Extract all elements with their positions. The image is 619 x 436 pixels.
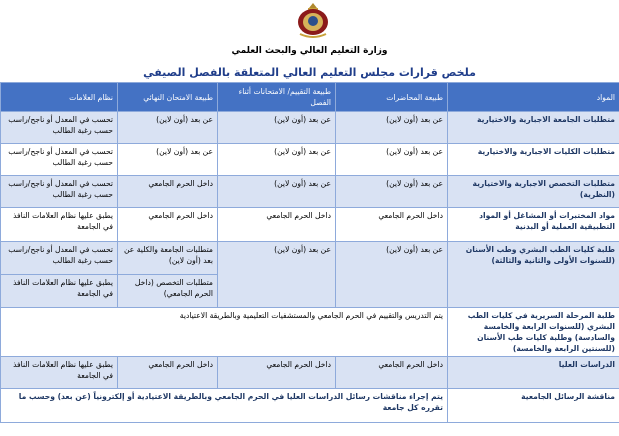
row-subject: متطلبات الجامعة الاجبارية والاختيارية	[448, 112, 619, 144]
row-subject: مناقشة الرسائل الجامعية	[448, 389, 619, 423]
row-grading: تحسب في المعدل أو ناجح/راسب حسب رغبة الطالب	[1, 176, 118, 208]
row-final-exam: داخل الحرم الجامعي	[118, 357, 218, 389]
row-final-exam: عن بعد (أون لاين)	[118, 144, 218, 176]
column-header-subjects: المواد	[448, 83, 619, 112]
page-title: ملخص قرارات مجلس التعليم العالي المتعلقة بالفصل الصيفي	[143, 66, 476, 79]
row-grading: يطبق عليها نظام العلامات النافذ في الجامعة	[1, 275, 118, 308]
ministry-name: وزارة التعليم العالي والبحث العلمي	[231, 46, 388, 56]
table-header-row	[1, 83, 619, 112]
row-final-exam: متطلبات التخصص (داخل الحرم الجامعي)	[118, 275, 218, 308]
column-header-assessment: طبيعة التقييم/ الامتحانات أثناء الفصل	[218, 83, 336, 112]
table-row	[1, 242, 619, 275]
jordan-emblem-icon	[293, 0, 333, 40]
table-row	[1, 389, 619, 423]
row-lectures: عن بعد (أون لاين)	[336, 144, 448, 176]
row-subject: طلبة كليات الطب البشري وطب الأسنان (للسنوات الأولى والثانية والثالثة)	[448, 242, 619, 308]
row-final-exam: عن بعد (أون لاين)	[118, 112, 218, 144]
table-row	[1, 112, 619, 144]
row-lectures: عن بعد (أون لاين)	[336, 242, 448, 308]
column-header-final-exam: طبيعة الامتحان النهائي	[118, 83, 218, 112]
row-assessment: داخل الحرم الجامعي	[218, 357, 336, 389]
row-merged-note: يتم التدريس والتقييم في الحرم الجامعي والمستشفيات التعليمية وبالطريقة الاعتيادية	[1, 308, 448, 357]
table-row	[1, 144, 619, 176]
row-lectures: داخل الحرم الجامعي	[336, 357, 448, 389]
row-grading: يطبق عليها نظام العلامات النافذ في الجامعة	[1, 208, 118, 242]
column-header-grading: نظام العلامات	[1, 83, 118, 112]
row-assessment: عن بعد (أون لاين)	[218, 112, 336, 144]
row-lectures: داخل الحرم الجامعي	[336, 208, 448, 242]
row-assessment: عن بعد (أون لاين)	[218, 144, 336, 176]
column-header-lectures: طبيعة المحاضرات	[336, 83, 448, 112]
row-lectures: عن بعد (أون لاين)	[336, 176, 448, 208]
row-final-exam: متطلبات الجامعة والكلية عن بعد (أون لاين)	[118, 242, 218, 275]
row-subject: الدراسات العليا	[448, 357, 619, 389]
row-subject: مواد المختبرات أو المشاغل أو المواد التطبيقية العملية أو البدنية	[448, 208, 619, 242]
table-row	[1, 357, 619, 389]
row-subject: متطلبات الكليات الاجبارية والاختيارية	[448, 144, 619, 176]
row-grading: تحسب في المعدل أو ناجح/راسب حسب رغبة الطالب	[1, 144, 118, 176]
table-row	[1, 208, 619, 242]
row-assessment: عن بعد (أون لاين)	[218, 242, 336, 308]
decisions-table	[0, 82, 619, 423]
row-final-exam: داخل الحرم الجامعي	[118, 208, 218, 242]
row-assessment: داخل الحرم الجامعي	[218, 208, 336, 242]
table-row	[1, 308, 619, 357]
row-lectures: عن بعد (أون لاين)	[336, 112, 448, 144]
row-assessment: عن بعد (أون لاين)	[218, 176, 336, 208]
row-final-exam: داخل الحرم الجامعي	[118, 176, 218, 208]
row-grading: تحسب في المعدل أو ناجح/راسب حسب رغبة الطالب	[1, 112, 118, 144]
row-subject: طلبة المرحلة السريرية في كليات الطب البشري (للسنوات الرابعة والخامسة والسادسة) وطلبة كليات طب الأسنان (للسنتين الرابعة والخامسة)	[448, 308, 619, 357]
row-subject: متطلبات التخصص الاجبارية والاختيارية (النظرية)	[448, 176, 619, 208]
row-grading: تحسب في المعدل أو ناجح/راسب حسب رغبة الطالب	[1, 242, 118, 275]
table-row	[1, 176, 619, 208]
row-grading: يطبق عليها نظام العلامات النافذ في الجامعة	[1, 357, 118, 389]
row-merged-note: يتم إجراء مناقشات رسائل الدراسات العليا في الحرم الجامعي وبالطريقة الاعتيادية أو إلكترونياً (عن بعد) وحسب ما تقرره كل جامعة	[1, 389, 448, 423]
